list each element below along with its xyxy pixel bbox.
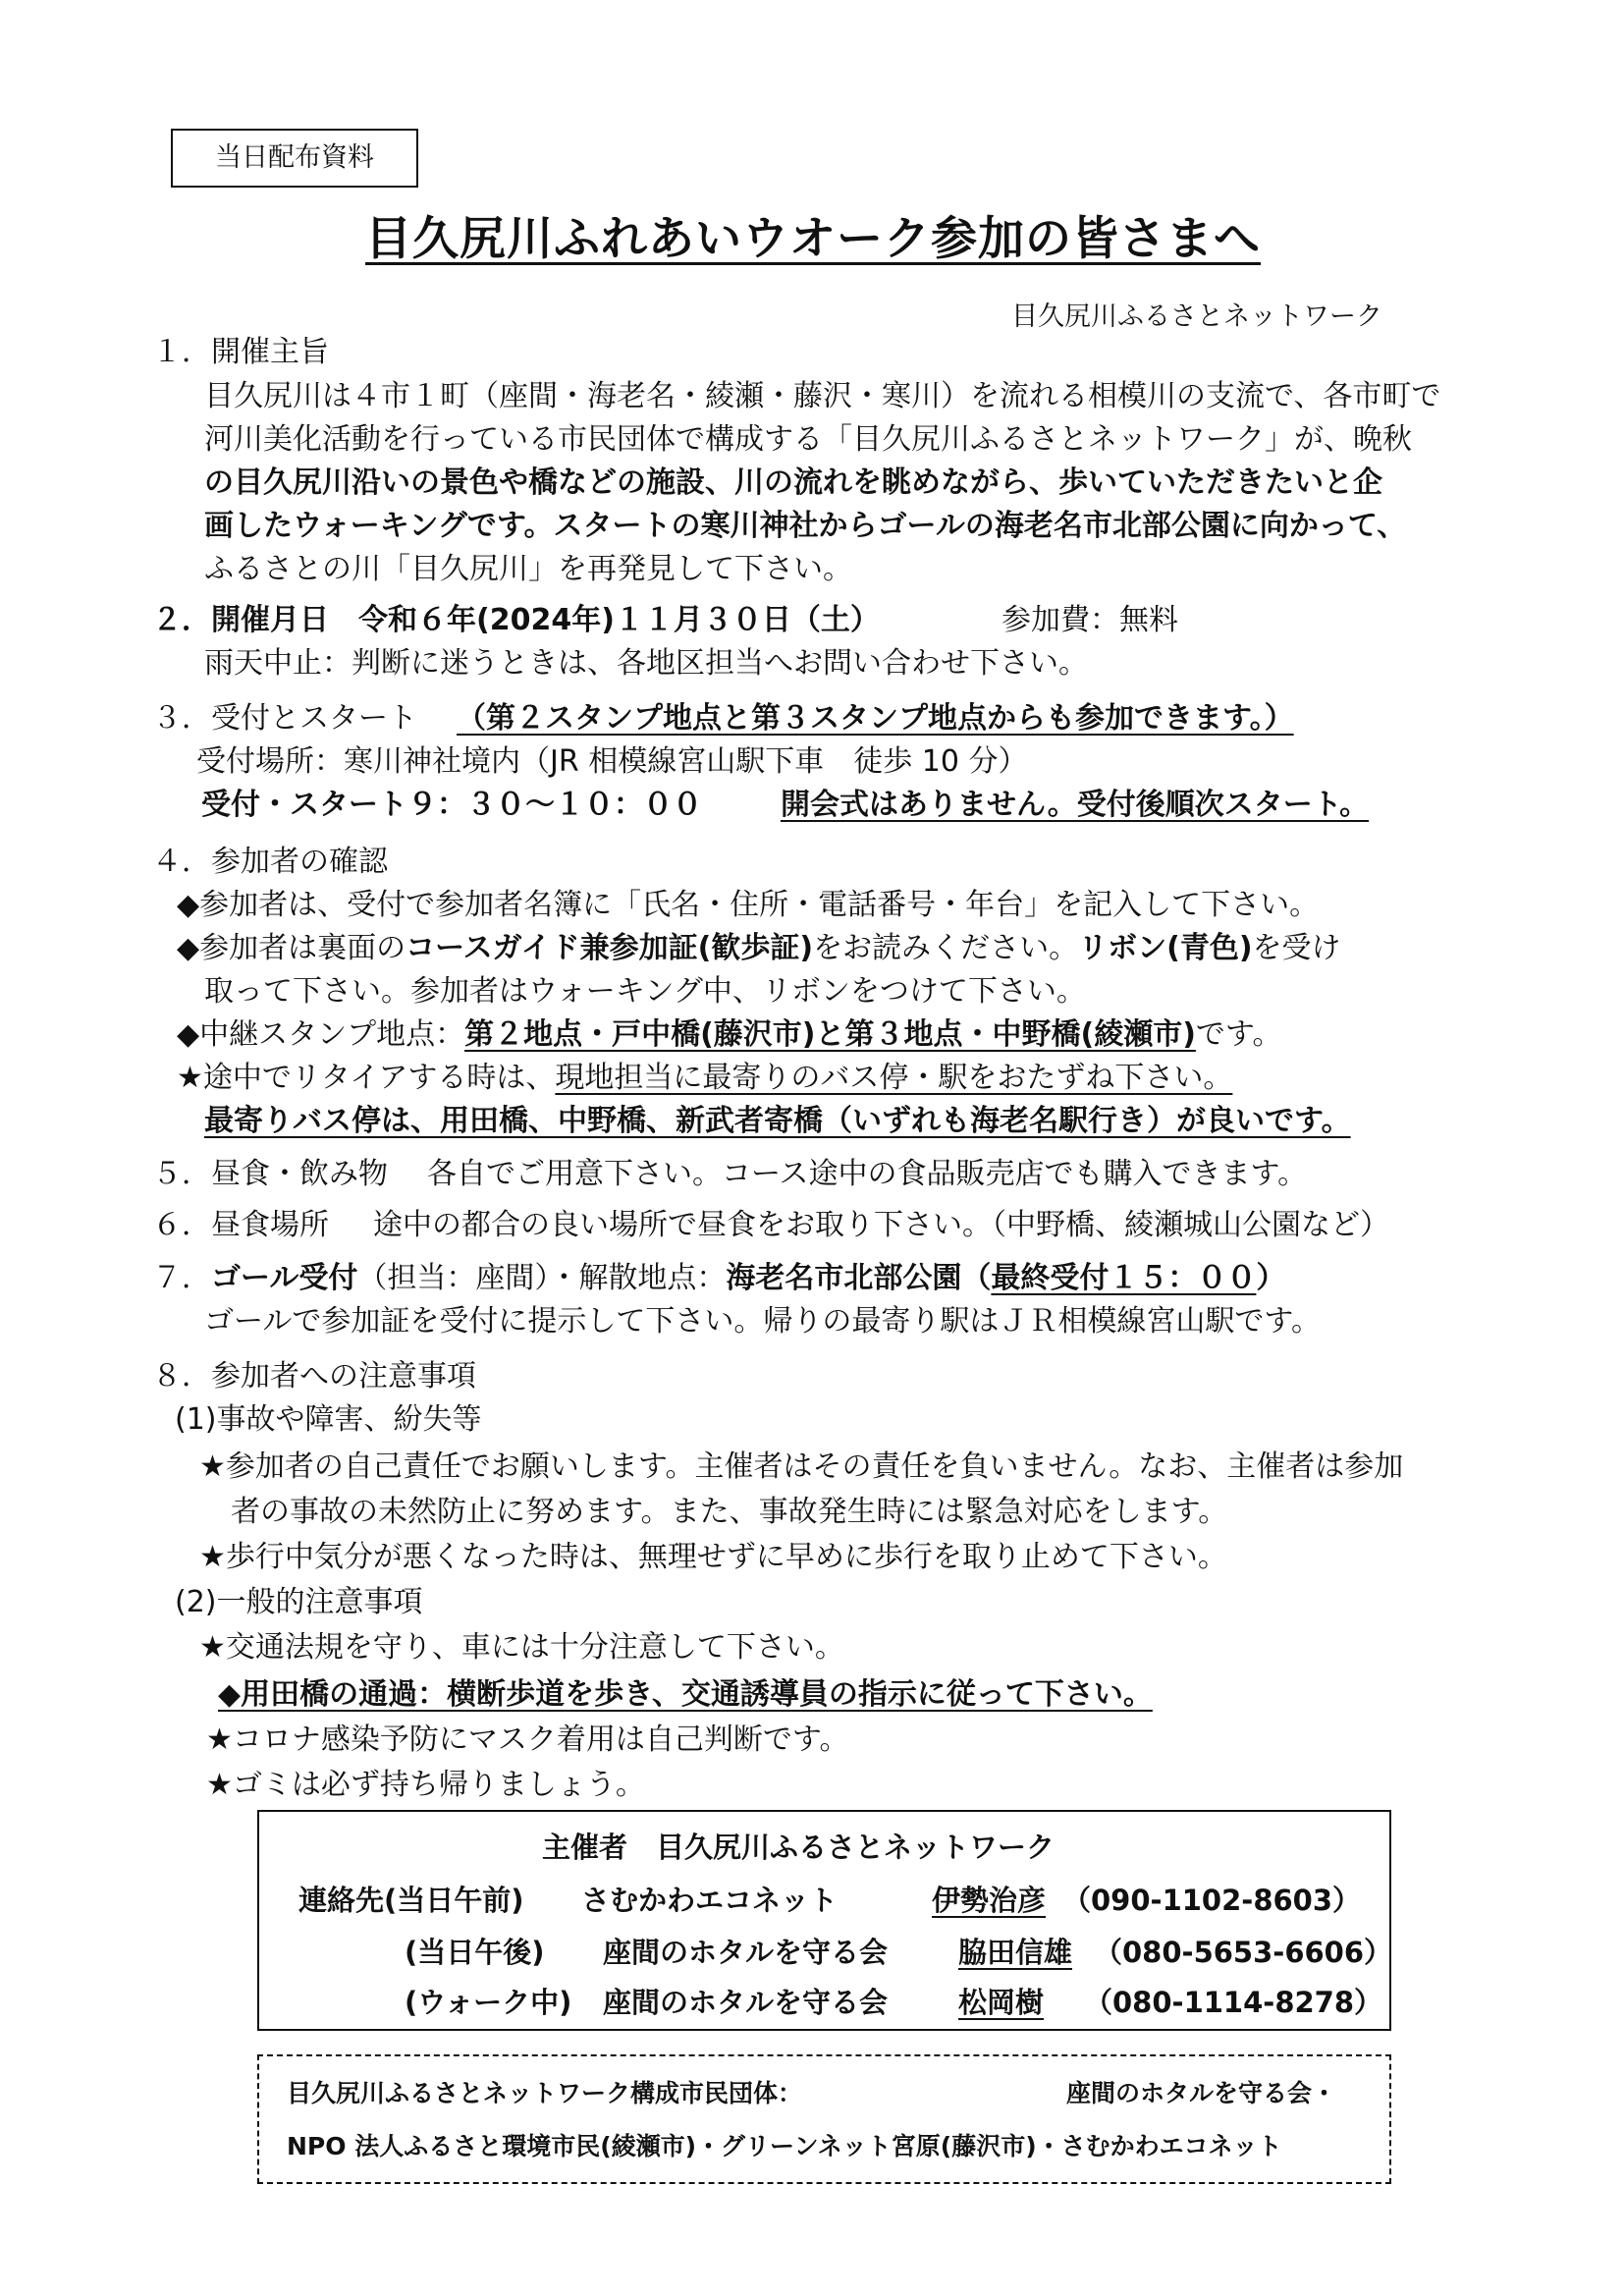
stamp-points: 第２地点・戸中橋(藤沢市)と第３地点・中野橋(綾瀬市)	[464, 1017, 1196, 1052]
page-title: 目久尻川ふれあいウオーク参加の皆さまへ	[365, 212, 1261, 266]
text-span: をお読みください。	[813, 931, 1079, 965]
section-3-heading: ３．受付とスタート	[152, 701, 417, 736]
member-organizations-box	[257, 2054, 1391, 2184]
section-7-heading	[152, 1257, 1285, 1300]
section-6-text: 途中の都合の良い場所で昼食をお取り下さい。（中野橋、綾瀬城山公園など）	[373, 1208, 1389, 1242]
text-span: ７．	[152, 1261, 211, 1295]
section-4-line: 取って下さい。参加者はウォーキング中、リボンをつけて下さい。	[204, 974, 1086, 1009]
section-6-heading: ６．昼食場所	[152, 1208, 329, 1242]
contact-phone[interactable]: （080-5653-6606）	[1094, 1936, 1393, 1969]
section-8-line: ★ゴミは必ず持ち帰りましょう。	[206, 1768, 645, 1802]
section-4-heading: ４．参加者の確認	[152, 845, 388, 879]
section-8-line: ★交通法規を守り、車には十分注意して下さい。	[199, 1630, 844, 1665]
section-4-line: ◆参加者は、受付で参加者名簿に「氏名・住所・電話番号・年台」を記入して下さい。	[177, 888, 1320, 922]
section-1-line: 河川美化活動を行っている市民団体で構成する「目久尻川ふるさとネットワーク」が、晩秋	[204, 422, 1412, 457]
section-1-line: 目久尻川は４市１町（座間・海老名・綾瀬・藤沢・寒川）を流れる相模川の支流で、各市町で	[204, 379, 1441, 413]
contact-person: 松岡樹	[958, 1986, 1045, 2019]
members-line: 目久尻川ふるさとネットワーク構成市民団体：	[287, 2079, 803, 2107]
contact-label: (ウォーク中)	[405, 1986, 572, 2019]
final-reception-time: 最終受付１５：００	[991, 1261, 1257, 1295]
yodabashi-crossing-note: ◆用田橋の通過：横断歩道を歩き、交通誘導員の指示に従って下さい。	[218, 1677, 1153, 1712]
text-span: ◆中継スタンプ地点：	[177, 1017, 465, 1052]
section-4-line	[177, 1013, 1282, 1057]
goal-reception: ゴール受付	[211, 1261, 358, 1295]
section-8-line: 者の事故の未然防止に努めます。また、事故発生時には緊急対応をします。	[231, 1495, 1228, 1529]
section-5-text: 各自でご用意下さい。コース途中の食品販売店でも購入できます。	[427, 1157, 1308, 1191]
section-8-line: ★歩行中気分が悪くなった時は、無理せずに早めに歩行を取り止めて下さい。	[199, 1540, 1227, 1574]
section-1-line: ふるさとの川「目久尻川」を再発見して下さい。	[204, 552, 852, 586]
subsection-general: (2)一般的注意事項	[175, 1585, 423, 1619]
participation-fee: 参加費：無料	[1001, 603, 1178, 637]
members-line: 座間のホタルを守る会・	[1066, 2079, 1337, 2107]
sponsor-line: 主催者 目久尻川ふるさとネットワーク	[542, 1831, 1056, 1864]
section-1-line: の目久尻川沿いの景色や橋などの施設、川の流れを眺めながら、歩いていただきたいと企	[204, 465, 1382, 500]
contact-person: 伊勢治彦	[932, 1884, 1047, 1917]
retire-guidance: 現地担当に最寄りのバス停・駅をおたずね下さい。	[555, 1061, 1233, 1095]
section-8-line: ★コロナ感染予防にマスク着用は自己判断です。	[206, 1722, 849, 1757]
contact-org: さむかわエコネット	[581, 1884, 839, 1917]
section-5-heading: ５．昼食・飲み物	[152, 1157, 388, 1191]
section-1-line: 画したウォーキングです。スタートの寒川神社からゴールの海老名市北部公園に向かって、	[204, 509, 1407, 543]
subsection-accidents: (1)事故や障害、紛失等	[175, 1402, 482, 1437]
text-span: ◆参加者は裏面の	[177, 931, 406, 965]
handout-tag: 当日配布資料	[171, 129, 418, 188]
text-span: ★途中でリタイアする時は、	[177, 1061, 556, 1095]
text-span: （	[961, 1261, 992, 1295]
section-8-heading: ８．参加者への注意事項	[152, 1359, 476, 1394]
section-4-line	[177, 1057, 1232, 1100]
reception-time: 受付・スタート９：３０～１０：００	[201, 788, 702, 822]
nearest-bus-stops: 最寄りバス停は、用田橋、中野橋、新武者寄橋（いずれも海老名駅行き）が良いです。	[204, 1104, 1351, 1138]
contact-org: 座間のホタルを守る会	[603, 1986, 889, 2019]
section-2-line: 雨天中止：判断に迷うときは、各地区担当へお問い合わせ下さい。	[204, 646, 1088, 681]
contact-person: 脇田信雄	[958, 1936, 1073, 1969]
contact-org: 座間のホタルを守る会	[603, 1936, 889, 1969]
no-opening-ceremony: 開会式はありません。受付後順次スタート。	[781, 788, 1370, 822]
section-2-heading: ２．開催月日 令和６年(2024年)１１月３０日（土）	[152, 603, 880, 637]
course-guide-text: コースガイド兼参加証(歓歩証)	[406, 931, 814, 965]
contact-label: (当日午後)	[405, 1936, 545, 1969]
text-span: です。	[1195, 1017, 1282, 1052]
section-3-note: （第２スタンプ地点と第３スタンプ地点からも参加できます。）	[457, 701, 1294, 736]
contact-phone[interactable]: （080-1114-8278）	[1084, 1986, 1383, 2019]
contact-label: 連絡先(当日午前)	[298, 1884, 524, 1917]
section-1-heading: １．開催主旨	[152, 335, 329, 369]
section-7-line: ゴールで参加証を受付に提示して下さい。帰りの最寄り駅はＪＲ相模線宮山駅です。	[204, 1304, 1321, 1339]
text-span: ）	[1256, 1261, 1286, 1295]
ribbon-text: リボン(青色)	[1078, 931, 1253, 965]
section-4-line	[177, 927, 1341, 970]
section-8-line: ★参加者の自己責任でお願いします。主催者はその責任を負いません。なお、主催者は参加	[199, 1449, 1404, 1484]
text-span: （担当：座間）・解散地点：	[357, 1261, 727, 1295]
contact-phone[interactable]: （090-1102-8603）	[1062, 1884, 1362, 1917]
organizer-name: 目久尻川ふるさとネットワーク	[1011, 301, 1382, 332]
text-span: を受け	[1252, 931, 1341, 965]
members-line: NPO 法人ふるさと環境市民(綾瀬市)・グリーンネット宮原(藤沢市)・さむかわエコネット	[287, 2132, 1282, 2160]
section-3-line: 受付場所：寒川神社境内（JR 相模線宮山駅下車 徒歩 10 分）	[196, 744, 1028, 779]
goal-park: 海老名市北部公園	[726, 1261, 962, 1295]
contact-box	[257, 1810, 1391, 2031]
